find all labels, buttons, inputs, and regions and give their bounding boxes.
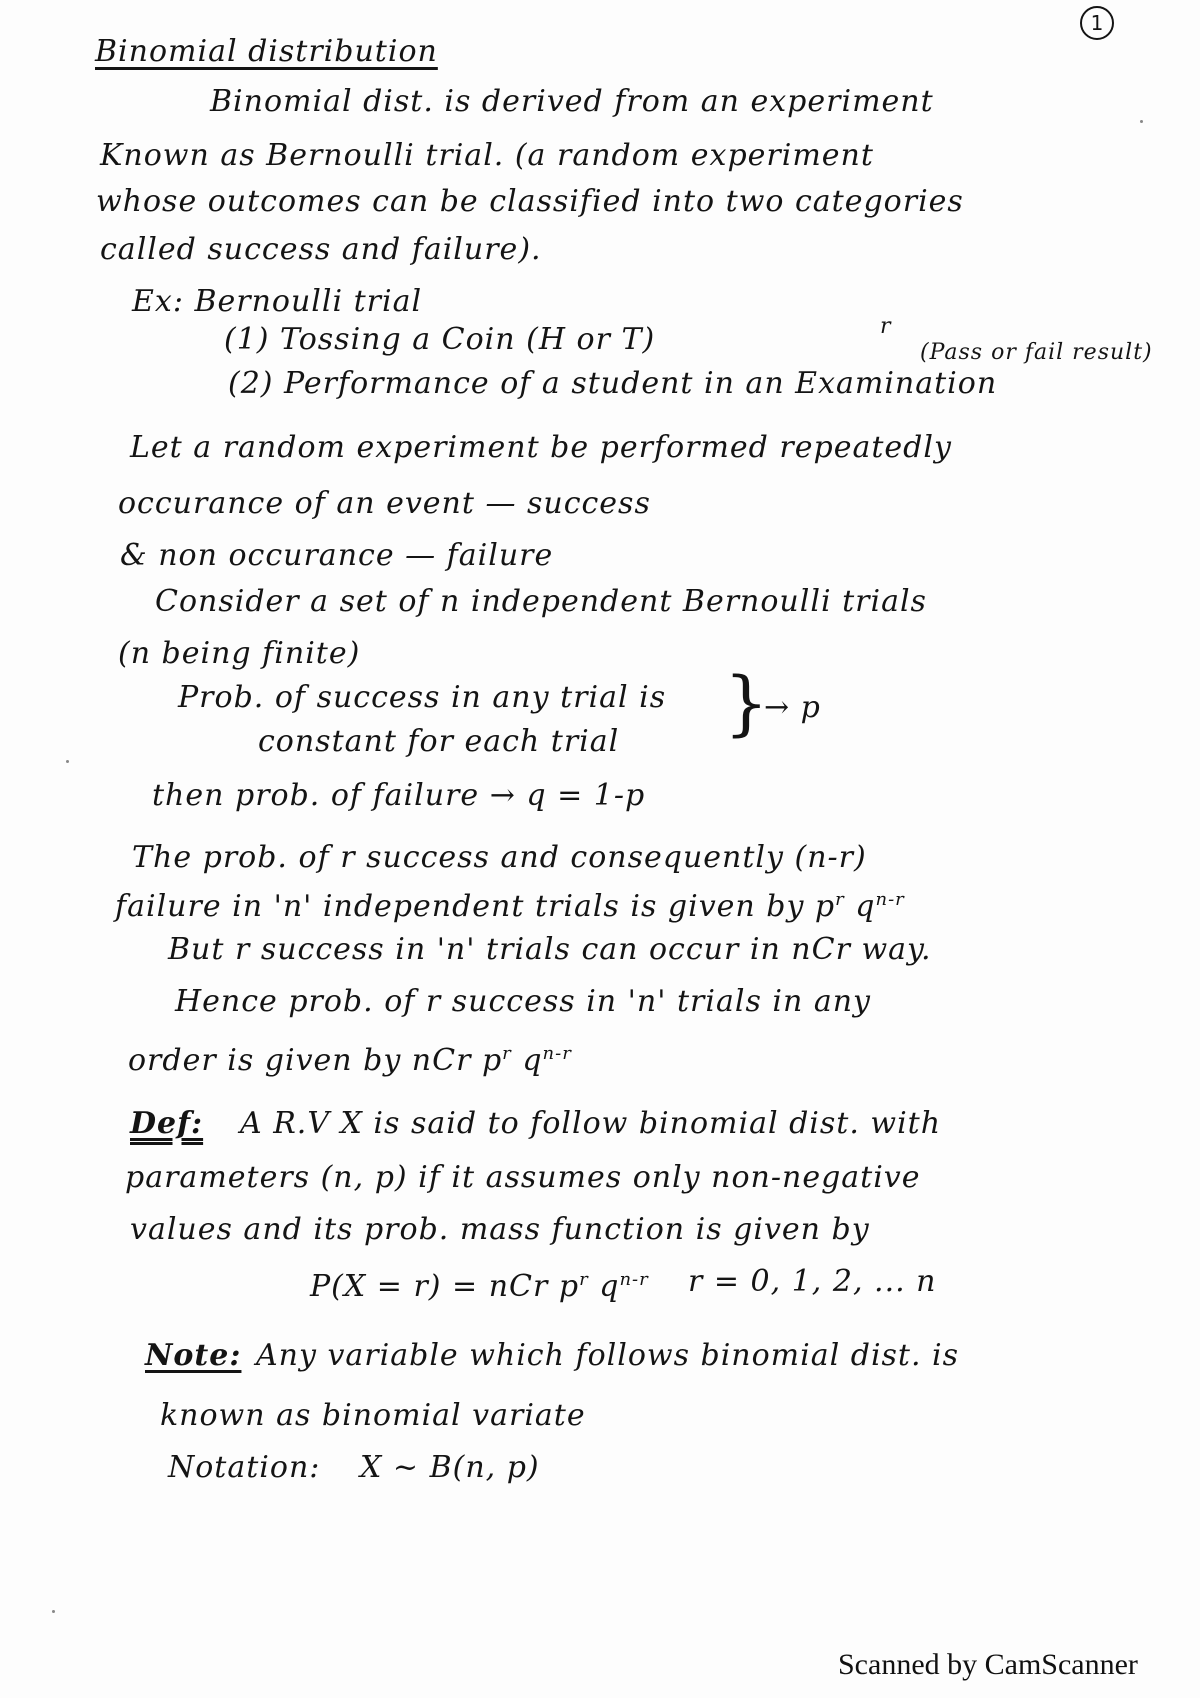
- intro-line-4: called success and failure).: [100, 232, 542, 267]
- intro-line-1: Binomial dist. is derived from an experiment: [210, 84, 934, 119]
- pmf-range: r = 0, 1, 2, ... n: [688, 1264, 937, 1299]
- scan-speck: [1140, 120, 1143, 123]
- pmf-p-exponent: r: [579, 1269, 589, 1290]
- probability-line-2: constant for each trial: [258, 724, 620, 759]
- derivation-line-2: failure in 'n' independent trials is given by $p^r$ $q^{n-r}$: [115, 889, 905, 924]
- probability-result: → p: [764, 690, 821, 725]
- derivation-line-5: order is given by nCr $p^r$ $q^{n-r}$: [128, 1043, 572, 1078]
- experiment-line-1: Let a random experiment be performed repeatedly: [130, 430, 952, 465]
- experiment-line-4: Consider a set of n independent Bernoulli trials: [155, 584, 927, 619]
- example-item-2-note: (Pass or fail result): [920, 340, 1153, 365]
- q-exponent: n-r: [875, 889, 905, 910]
- note-line-2: known as binomial variate: [160, 1398, 586, 1433]
- intro-line-3: whose outcomes can be classified into two categories: [96, 184, 964, 219]
- pmf-formula: [310, 1262, 649, 1305]
- probability-line-1: Prob. of success in any trial is: [178, 680, 667, 715]
- definition-line-2: parameters (n, p) if it assumes only non-negative: [125, 1160, 921, 1195]
- note-label: Note:: [145, 1338, 242, 1373]
- experiment-line-3: & non occurance — failure: [120, 538, 554, 573]
- definition-label: Def:: [130, 1106, 204, 1141]
- experiment-line-5: (n being finite): [118, 636, 361, 671]
- curly-brace: }: [724, 662, 769, 744]
- failure-probability: then prob. of failure → q = 1-p: [152, 778, 646, 813]
- p-exponent-2: r: [502, 1043, 512, 1064]
- page-title: Binomial distribution: [95, 34, 438, 69]
- derivation-line-3: But r success in 'n' trials can occur in nCr way.: [168, 932, 932, 967]
- notation-label: Notation:: [168, 1450, 321, 1485]
- note-line-1: Any variable which follows binomial dist. is: [256, 1338, 960, 1373]
- example-item-2-mark: r: [880, 314, 892, 339]
- scanner-watermark: Scanned by CamScanner: [838, 1648, 1138, 1681]
- derivation-line-2-text: failure in 'n' independent trials is given by p: [115, 889, 836, 924]
- definition-line-1: A R.V X is said to follow binomial dist. with: [240, 1106, 942, 1141]
- page-number: 1: [1080, 6, 1114, 40]
- pmf-q: q: [599, 1269, 620, 1304]
- example-label: Ex: Bernoulli trial: [132, 284, 423, 319]
- p-exponent: r: [835, 889, 845, 910]
- example-item-1: (1) Tossing a Coin (H or T): [224, 322, 656, 357]
- derivation-line-1: The prob. of r success and consequently (n-r): [132, 840, 867, 875]
- example-item-2: (2) Performance of a student in an Examination: [228, 366, 998, 401]
- experiment-line-2: occurance of an event — success: [118, 486, 651, 521]
- intro-line-2: Known as Bernoulli trial. (a random experiment: [100, 138, 874, 173]
- scan-speck: [66, 760, 69, 763]
- definition-line-3: values and its prob. mass function is given by: [130, 1212, 870, 1247]
- derivation-line-5-text: order is given by nCr p: [128, 1043, 503, 1078]
- notation-value: X ~ B(n, p): [360, 1450, 540, 1485]
- scan-speck: [52, 1610, 55, 1613]
- pmf-q-exponent: n-r: [619, 1269, 649, 1290]
- derivation-line-4: Hence prob. of r success in 'n' trials in any: [175, 984, 872, 1019]
- pmf-formula-text: P(X = r) = nCr p: [310, 1269, 580, 1304]
- q-exponent-2: n-r: [542, 1043, 572, 1064]
